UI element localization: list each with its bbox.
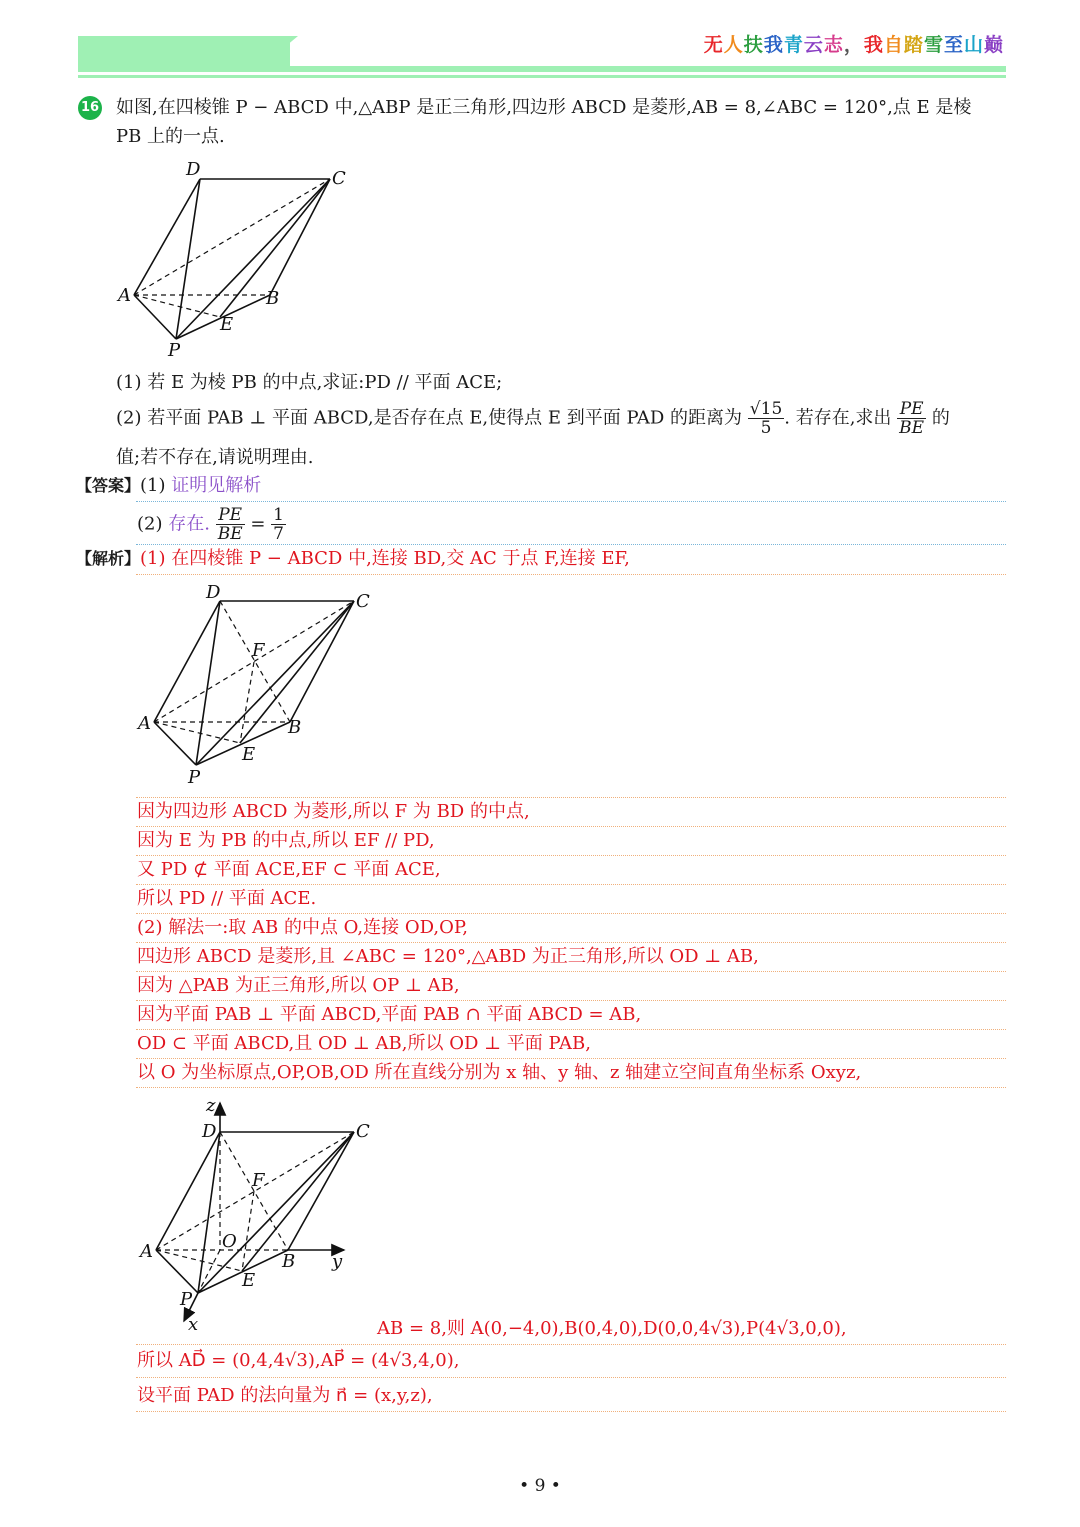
answer-ratio-den: BE — [217, 524, 243, 544]
analysis-divider — [136, 1029, 1006, 1030]
analysis-coordinates: AB = 8,则 A(0,−4,0),B(0,4,0),D(0,0,4√3),P(4√3,0,0), — [377, 1318, 847, 1339]
answer-value-den: 7 — [273, 524, 284, 544]
analysis-line: 因为 △PAB 为正三角形,所以 OP ⊥ AB, — [137, 975, 460, 996]
answer-line1 — [76, 473, 261, 499]
fig2-label-F: F — [252, 640, 265, 661]
answer-part1-text: 证明见解析 — [171, 475, 262, 496]
fig3-label-F: F — [252, 1170, 265, 1191]
fig1-label-B: B — [266, 288, 280, 309]
analysis-line: 又 PD ⊄ 平面 ACE,EF ⊂ 平面 ACE, — [137, 859, 441, 880]
answer-part1-prefix: (1) — [140, 475, 166, 496]
analysis-divider — [136, 971, 1006, 972]
answer-divider-2 — [136, 544, 1006, 545]
answer-ratio — [216, 506, 245, 543]
answer-part2-prefix: (2) — [137, 513, 163, 535]
analysis-label: 【解析】 — [76, 549, 141, 568]
fig2-label-A: A — [138, 713, 151, 734]
fig1-label-A: A — [118, 285, 131, 306]
fig2-label-C: C — [356, 591, 370, 612]
analysis-divider — [136, 913, 1006, 914]
header-slogan — [704, 30, 1004, 57]
question-part2-line1 — [116, 400, 950, 437]
answer-divider-1 — [136, 501, 1006, 502]
analysis-intro: (1) 在四棱锥 P − ABCD 中,连接 BD,交 AC 于点 F,连接 EF, — [140, 548, 630, 569]
analysis-divider — [136, 574, 1006, 575]
analysis-line: 因为四边形 ABCD 为菱形,所以 F 为 BD 的中点, — [137, 801, 530, 822]
fig1-label-E: E — [220, 314, 234, 335]
figure-pyramid-1 — [110, 158, 370, 363]
question-stem-line1: 如图,在四棱锥 P − ABCD 中,△ABP 是正三角形,四边形 ABCD 是菱形,AB = 8,∠ABC = 120°,点 E 是棱 — [116, 97, 972, 118]
analysis-divider — [136, 855, 1006, 856]
analysis-divider — [136, 1344, 1006, 1345]
analysis-line: 所以 PD // 平面 ACE. — [137, 888, 317, 909]
fig3-label-x: x — [188, 1314, 199, 1335]
question-part2-fraction — [748, 400, 784, 437]
ratio-numerator: PE — [897, 400, 926, 419]
analysis-intro-line — [76, 546, 630, 572]
question-part2-text-a: (2) 若平面 PAB ⊥ 平面 ABCD,是否存在点 E,使得点 E 到平面 PAD 的距离为 — [116, 407, 743, 429]
answer-ratio-num: PE — [216, 506, 245, 525]
answer-equals: = — [250, 513, 266, 535]
fig1-label-P: P — [168, 340, 181, 361]
analysis-line: (2) 解法一:取 AB 的中点 O,连接 OD,OP, — [137, 917, 469, 938]
header-rule — [78, 66, 1006, 72]
fig2-label-P: P — [188, 767, 201, 788]
question-part1: (1) 若 E 为棱 PB 的中点,求证:PD // 平面 ACE; — [116, 372, 503, 393]
fig3-label-D: D — [202, 1121, 217, 1142]
answer-part2-text: 存在. — [168, 513, 210, 535]
fig2-label-D: D — [206, 582, 221, 603]
analysis-line: 以 O 为坐标原点,OP,OB,OD 所在直线分别为 x 轴、y 轴、z 轴建立空间直角坐标系 Oxyz, — [137, 1062, 862, 1083]
slogan-char: 扶 — [743, 34, 764, 56]
fig2-label-E: E — [242, 744, 256, 765]
answer-label: 【答案】 — [76, 476, 141, 495]
slogan-char: 山 — [963, 34, 984, 56]
answer-value — [271, 506, 286, 543]
analysis-vectors: 所以 AD⃗ = (0,4,4√3),AP⃗ = (4√3,4,0), — [137, 1350, 460, 1371]
header-bar-slant — [262, 36, 298, 66]
slogan-char: 巅 — [983, 34, 1004, 56]
analysis-line: 因为平面 PAB ⊥ 平面 ABCD,平面 PAB ∩ 平面 ABCD = AB, — [137, 1004, 642, 1025]
header-rule-thin — [78, 75, 1006, 78]
analysis-divider — [136, 1377, 1006, 1378]
analysis-divider — [136, 826, 1006, 827]
analysis-line: 四边形 ABCD 是菱形,且 ∠ABC = 120°,△ABD 为正三角形,所以 OD ⊥ AB, — [137, 946, 759, 967]
slogan-char: 自 — [883, 34, 904, 56]
analysis-line: 因为 E 为 PB 的中点,所以 EF // PD, — [137, 830, 435, 851]
fig1-label-C: C — [332, 168, 346, 189]
fig3-label-B: B — [282, 1251, 296, 1272]
slogan-char: 我 — [763, 34, 784, 56]
question-part2-line2: 值;若不存在,请说明理由. — [116, 447, 314, 468]
fig2-label-B: B — [288, 717, 302, 738]
analysis-divider — [136, 1058, 1006, 1059]
ratio-denominator: BE — [899, 418, 925, 438]
figure-pyramid-coordinates — [128, 1095, 388, 1335]
question-part2-ratio — [897, 400, 926, 437]
slogan-char: 人 — [723, 34, 744, 56]
page-number: • 9 • — [519, 1476, 561, 1496]
frac-denominator: 5 — [760, 418, 772, 438]
analysis-normal-vector: 设平面 PAD 的法向量为 n⃗ = (x,y,z), — [137, 1385, 433, 1406]
question-part2-text-c: 的 — [931, 407, 950, 429]
fig3-label-O: O — [222, 1231, 237, 1252]
slogan-char: 至 — [943, 34, 964, 56]
fig1-label-D: D — [186, 159, 201, 180]
figure-pyramid-2 — [128, 580, 388, 790]
analysis-divider — [136, 1087, 1006, 1088]
question-stem-line2: PB 上的一点. — [116, 126, 225, 147]
slogan-char: 志 — [823, 34, 844, 56]
fig3-label-z: z — [206, 1095, 216, 1116]
slogan-char: ， — [843, 34, 864, 56]
analysis-divider — [136, 942, 1006, 943]
slogan-char: 无 — [703, 34, 724, 56]
question-part2-text-b: . 若存在,求出 — [784, 407, 892, 429]
analysis-divider — [136, 884, 1006, 885]
analysis-divider — [136, 797, 1006, 798]
slogan-char: 云 — [803, 34, 824, 56]
slogan-char: 踏 — [903, 34, 924, 56]
question-number-badge: 16 — [78, 96, 102, 120]
slogan-char: 我 — [863, 34, 884, 56]
analysis-line: OD ⊂ 平面 ABCD,且 OD ⊥ AB,所以 OD ⊥ 平面 PAB, — [137, 1033, 591, 1054]
analysis-divider — [136, 1411, 1006, 1412]
fig3-label-E: E — [242, 1270, 256, 1291]
fig3-label-y: y — [332, 1251, 343, 1272]
slogan-char: 雪 — [923, 34, 944, 56]
fig3-label-A: A — [140, 1241, 153, 1262]
fig3-label-C: C — [356, 1121, 370, 1142]
header-bar — [78, 36, 290, 66]
analysis-divider — [136, 1000, 1006, 1001]
answer-value-num: 1 — [273, 505, 284, 525]
slogan-char: 青 — [783, 34, 804, 56]
fig3-label-P: P — [180, 1289, 193, 1310]
frac-numerator: √15 — [749, 399, 783, 419]
answer-line2 — [137, 506, 286, 543]
